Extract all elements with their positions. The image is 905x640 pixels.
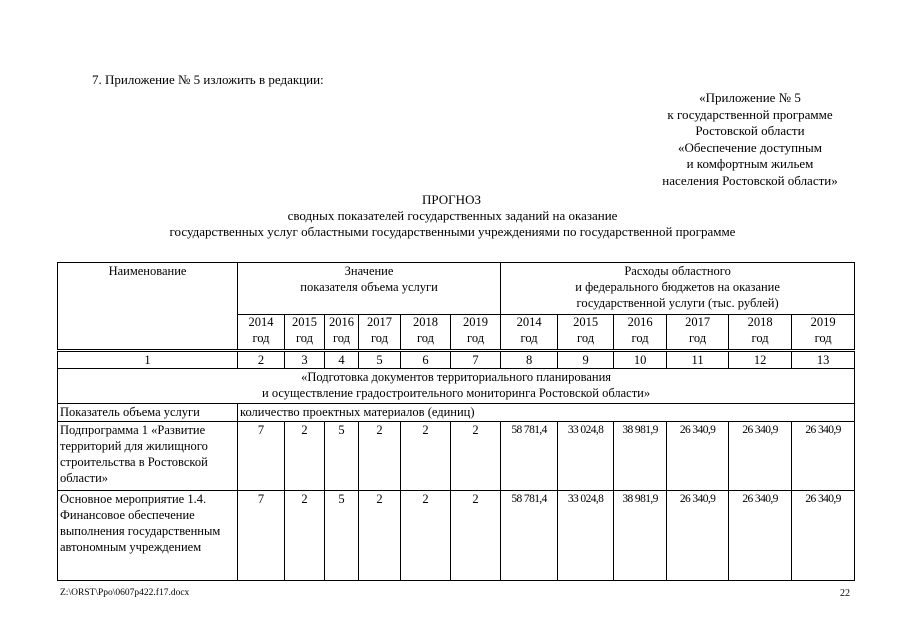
row-expense: 26 340,9: [729, 422, 792, 491]
row-expense: 26 340,9: [667, 422, 729, 491]
year-unit: год: [252, 330, 270, 345]
year-cell: [325, 315, 359, 351]
row-value: 2: [359, 491, 401, 581]
column-number: 8: [501, 351, 558, 369]
year-cell: [285, 315, 325, 351]
title-line: сводных показателей государственных заданий на оказание: [287, 208, 618, 223]
column-number: 7: [451, 351, 501, 369]
year-value: 2016: [627, 315, 653, 329]
appendix-line: Ростовской области: [695, 123, 805, 138]
year-cell: [667, 315, 729, 351]
row-expense: 58 781,4: [501, 422, 558, 491]
row-value: 2: [285, 422, 325, 491]
year-cell: [729, 315, 792, 351]
year-cell: [451, 315, 501, 351]
appendix-line: к государственной программе: [667, 106, 833, 122]
header-value-line: Значение: [344, 264, 394, 278]
year-value: 2018: [747, 315, 773, 329]
section-row: [58, 369, 855, 404]
row-expense: 26 340,9: [792, 491, 855, 581]
year-cell: [501, 315, 558, 351]
header-value-line: показателя объема услуги: [300, 280, 438, 294]
indicator-label: Показатель объема услуги: [58, 404, 238, 422]
year-value: 2019: [810, 315, 836, 329]
year-value: 2015: [573, 315, 599, 329]
intro-paragraph: 7. Приложение № 5 изложить в редакции:: [92, 72, 324, 87]
year-value: 2019: [463, 315, 489, 329]
year-unit: год: [295, 330, 314, 345]
column-number: 2: [238, 351, 285, 369]
column-number: 5: [359, 351, 401, 369]
row-expense: 58 781,4: [501, 491, 558, 581]
footer-file-path: Z:\ORST\Ppo\0607p422.f17.docx: [60, 588, 190, 598]
year-value: 2015: [292, 315, 317, 329]
section-title-line: и осуществление градостроительного мониторинга Ростовской области»: [262, 386, 651, 400]
row-value: 2: [451, 422, 501, 491]
year-unit: год: [467, 330, 485, 345]
year-unit: год: [332, 330, 351, 345]
header-expense-line: и федерального бюджетов на оказание: [575, 280, 780, 294]
column-number: 12: [729, 351, 792, 369]
year-value: 2018: [413, 315, 438, 329]
year-unit: год: [814, 330, 832, 345]
year-unit: год: [631, 330, 649, 345]
row-value: 2: [451, 491, 501, 581]
row-expense: 38 981,9: [614, 422, 667, 491]
year-unit: год: [689, 330, 707, 345]
indicator-value: количество проектных материалов (единиц): [238, 404, 855, 422]
appendix-line: и комфортным жильем: [686, 156, 814, 171]
year-cell: [558, 315, 614, 351]
year-value: 2017: [685, 315, 711, 329]
row-expense: 26 340,9: [729, 491, 792, 581]
row-value: 5: [325, 491, 359, 581]
row-value: 5: [325, 422, 359, 491]
year-unit: год: [577, 330, 595, 345]
row-name: Основное мероприятие 1.4. Финансовое обеспечение выполнения государственным автономным учреждением: [58, 491, 238, 581]
column-number: 3: [285, 351, 325, 369]
column-number: 6: [401, 351, 451, 369]
section-title: [58, 369, 855, 404]
row-value: 2: [401, 491, 451, 581]
year-unit: год: [370, 330, 389, 345]
column-number: 1: [58, 351, 238, 369]
header-expense: [501, 263, 855, 315]
row-expense: 33 024,8: [558, 491, 614, 581]
year-cell: [238, 315, 285, 351]
year-value: 2017: [367, 315, 392, 329]
row-expense: 26 340,9: [792, 422, 855, 491]
year-cell: [359, 315, 401, 351]
appendix-line: «Приложение № 5: [699, 90, 801, 105]
row-value: 2: [285, 491, 325, 581]
year-value: 2014: [248, 315, 274, 329]
year-value: 2016: [329, 315, 354, 329]
column-numbers-row: [58, 351, 855, 369]
row-value: 2: [359, 422, 401, 491]
year-unit: год: [416, 330, 435, 345]
forecast-table: [57, 262, 854, 580]
row-value: 7: [238, 491, 285, 581]
table-row: [58, 422, 855, 491]
document-title: [0, 192, 905, 240]
header-expense-line: государственной услуги (тыс. рублей): [576, 296, 779, 310]
title-line: государственных услуг областными государственными учреждениями по государственной программе: [169, 224, 736, 239]
title-line: ПРОГНОЗ: [422, 192, 481, 207]
year-cell: [614, 315, 667, 351]
row-expense: 33 024,8: [558, 422, 614, 491]
row-value: 7: [238, 422, 285, 491]
section-title-line: «Подготовка документов территориального планирования: [301, 370, 612, 384]
year-value: 2014: [516, 315, 542, 329]
column-number: 11: [667, 351, 729, 369]
table-row: [58, 491, 855, 581]
indicator-row: [58, 404, 855, 422]
column-number: 10: [614, 351, 667, 369]
header-name: Наименование: [58, 263, 238, 351]
row-expense: 26 340,9: [667, 491, 729, 581]
year-unit: год: [520, 330, 538, 345]
header-value: [238, 263, 501, 315]
appendix-heading: [560, 90, 905, 189]
year-cell: [401, 315, 451, 351]
year-unit: год: [751, 330, 769, 345]
column-number: 4: [325, 351, 359, 369]
row-name: Подпрограмма 1 «Развитие территорий для жилищного строительства в Ростовской области»: [58, 422, 238, 491]
row-value: 2: [401, 422, 451, 491]
row-expense: 38 981,9: [614, 491, 667, 581]
column-number: 13: [792, 351, 855, 369]
column-number: 9: [558, 351, 614, 369]
appendix-line: «Обеспечение доступным: [678, 139, 822, 155]
appendix-line: населения Ростовской области»: [662, 172, 838, 188]
footer-page-number: 22: [840, 588, 850, 599]
year-cell: [792, 315, 855, 351]
header-expense-line: Расходы областного: [624, 264, 731, 278]
